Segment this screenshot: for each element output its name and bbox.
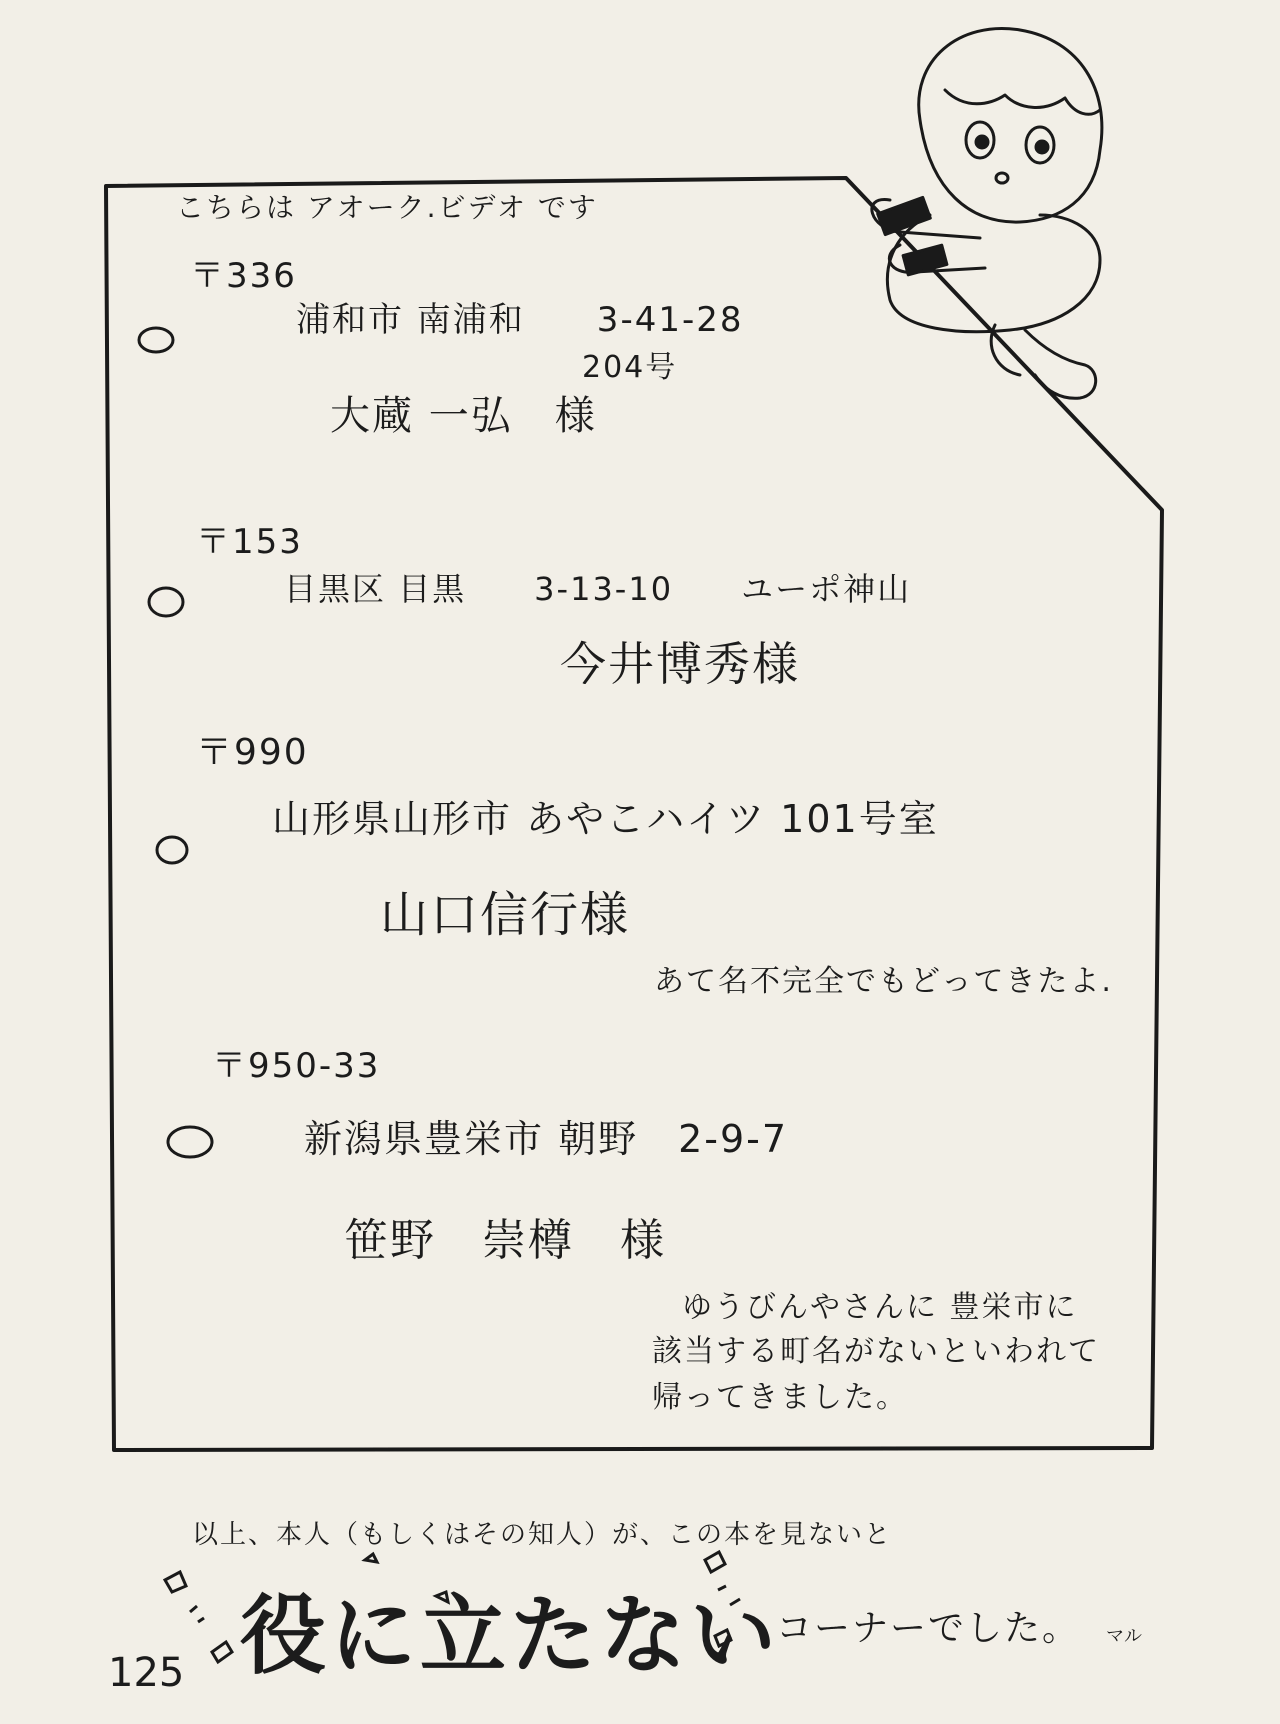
- entry-3-postal: 〒990: [196, 732, 309, 773]
- footer-big-title: 役に立たない: [240, 1586, 780, 1686]
- entry-1-postal: 〒336: [190, 256, 297, 296]
- entry-4-note-line-1: ゆうびんやさんに 豊栄市に: [682, 1290, 1078, 1325]
- entry-3-recipient-name: 山口信行様: [380, 887, 631, 943]
- footer-tail-text: コーナーでした。: [776, 1608, 1081, 1649]
- page-number: 125: [108, 1650, 185, 1696]
- entry-4-address: 新潟県豊栄市 朝野 2-9-7: [304, 1117, 789, 1161]
- entry-4-postal: 〒950-33: [212, 1046, 381, 1086]
- entry-1-recipient-name: 大蔵 一弘 様: [330, 393, 597, 439]
- entry-3-address: 山形県山形市 あやこハイツ 101号室: [272, 797, 939, 841]
- hole-4: [168, 1127, 212, 1157]
- hole-1: [139, 328, 173, 352]
- entry-2-address: 目黒区 目黒 3-13-10 ユーポ神山: [284, 570, 912, 608]
- entry-1-address: 浦和市 南浦和 3-41-28: [296, 300, 744, 340]
- hole-3: [157, 837, 187, 863]
- footer-lead-text: 以上、本人（もしくはその知人）が、この本を見ないと: [192, 1520, 893, 1550]
- entry-2-recipient-name: 今井博秀様: [560, 637, 800, 691]
- entry-4-recipient-name: 笹野 崇樽 様: [344, 1215, 666, 1266]
- entry-4-note-line-2: 該当する町名がないといわれて: [652, 1334, 1100, 1369]
- header-note: こちらは アオーク.ビデオ です: [176, 191, 598, 224]
- entry-3-note: あて名不完全でもどってきたよ.: [654, 964, 1113, 999]
- hole-2: [149, 588, 183, 616]
- footer-tail-small: マル: [1106, 1626, 1142, 1647]
- entry-4-note-line-3: 帰ってきました。: [652, 1380, 908, 1415]
- chibi-character-illustration: [872, 28, 1102, 398]
- entry-2-postal: 〒153: [196, 522, 303, 562]
- entry-1-address-line2: 204号: [582, 350, 678, 385]
